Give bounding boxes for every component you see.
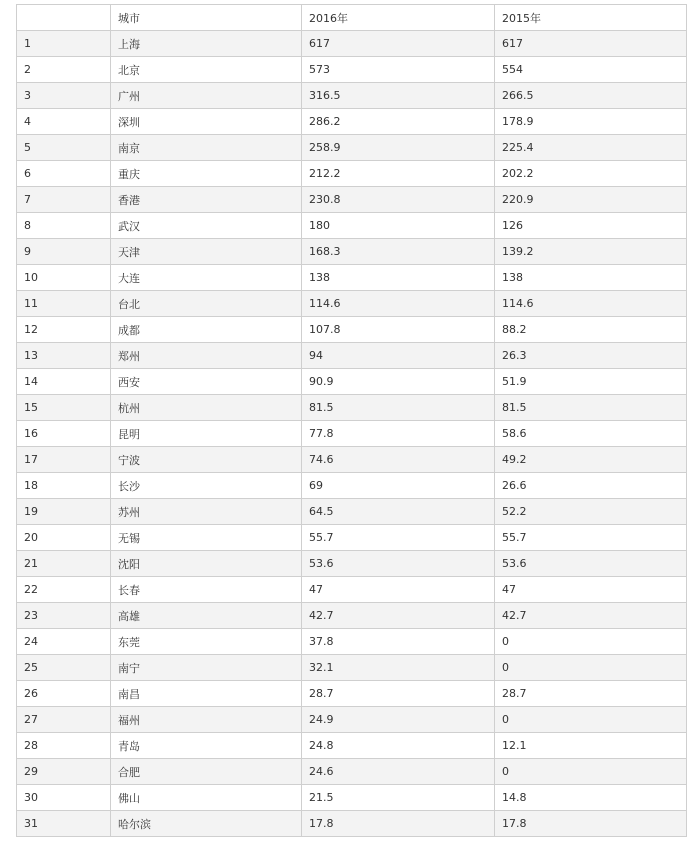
table-row: [17, 785, 687, 811]
table-row: [17, 31, 687, 57]
value-2015-cell: 52.2: [495, 499, 687, 525]
value-2016-cell: 53.6: [302, 551, 495, 577]
city-cell: 昆明: [111, 421, 302, 447]
table-row: [17, 213, 687, 239]
table-row: [17, 629, 687, 655]
city-cell: 成都: [111, 317, 302, 343]
value-2015-cell: 266.5: [495, 83, 687, 109]
city-cell: 大连: [111, 265, 302, 291]
city-cell: 郑州: [111, 343, 302, 369]
table-row: [17, 161, 687, 187]
rank-cell: 7: [17, 187, 111, 213]
city-cell: 无锡: [111, 525, 302, 551]
city-cell: 青岛: [111, 733, 302, 759]
city-cell: 长春: [111, 577, 302, 603]
table-row: [17, 551, 687, 577]
value-2015-cell: 554: [495, 57, 687, 83]
table-row: [17, 707, 687, 733]
rank-cell: 25: [17, 655, 111, 681]
header-city: 城市: [111, 5, 302, 31]
table-row: [17, 811, 687, 837]
table-row: [17, 109, 687, 135]
rank-cell: 2: [17, 57, 111, 83]
value-2016-cell: 55.7: [302, 525, 495, 551]
value-2016-cell: 42.7: [302, 603, 495, 629]
city-cell: 重庆: [111, 161, 302, 187]
table-row: [17, 291, 687, 317]
table-row: [17, 343, 687, 369]
table-row: [17, 421, 687, 447]
city-cell: 高雄: [111, 603, 302, 629]
rank-cell: 26: [17, 681, 111, 707]
rank-cell: 19: [17, 499, 111, 525]
table-row: [17, 369, 687, 395]
table-body: [17, 31, 687, 837]
city-cell: 苏州: [111, 499, 302, 525]
table-row: [17, 135, 687, 161]
city-cell: 上海: [111, 31, 302, 57]
data-table-container: [16, 4, 687, 837]
value-2016-cell: 47: [302, 577, 495, 603]
value-2015-cell: 617: [495, 31, 687, 57]
value-2015-cell: 14.8: [495, 785, 687, 811]
value-2015-cell: 88.2: [495, 317, 687, 343]
rank-cell: 3: [17, 83, 111, 109]
value-2016-cell: 212.2: [302, 161, 495, 187]
table-row: [17, 603, 687, 629]
city-cell: 宁波: [111, 447, 302, 473]
rank-cell: 16: [17, 421, 111, 447]
rank-cell: 22: [17, 577, 111, 603]
table-row: [17, 317, 687, 343]
city-cell: 深圳: [111, 109, 302, 135]
rank-cell: 23: [17, 603, 111, 629]
value-2015-cell: 49.2: [495, 447, 687, 473]
value-2016-cell: 64.5: [302, 499, 495, 525]
city-cell: 台北: [111, 291, 302, 317]
value-2015-cell: 126: [495, 213, 687, 239]
value-2016-cell: 74.6: [302, 447, 495, 473]
rank-cell: 10: [17, 265, 111, 291]
city-cell: 长沙: [111, 473, 302, 499]
table-row: [17, 57, 687, 83]
table-row: [17, 83, 687, 109]
value-2016-cell: 138: [302, 265, 495, 291]
value-2016-cell: 573: [302, 57, 495, 83]
table-row: [17, 655, 687, 681]
value-2015-cell: 202.2: [495, 161, 687, 187]
table-row: [17, 577, 687, 603]
rank-cell: 21: [17, 551, 111, 577]
header-rank: [17, 5, 111, 31]
table-row: [17, 759, 687, 785]
city-cell: 合肥: [111, 759, 302, 785]
value-2016-cell: 24.6: [302, 759, 495, 785]
value-2015-cell: 0: [495, 759, 687, 785]
rank-cell: 1: [17, 31, 111, 57]
city-cell: 北京: [111, 57, 302, 83]
value-2016-cell: 37.8: [302, 629, 495, 655]
table-row: [17, 473, 687, 499]
rank-cell: 6: [17, 161, 111, 187]
city-cell: 沈阳: [111, 551, 302, 577]
city-cell: 南京: [111, 135, 302, 161]
rank-cell: 4: [17, 109, 111, 135]
value-2015-cell: 47: [495, 577, 687, 603]
value-2016-cell: 94: [302, 343, 495, 369]
table-row: [17, 733, 687, 759]
value-2015-cell: 26.6: [495, 473, 687, 499]
data-table: [16, 4, 687, 837]
value-2015-cell: 17.8: [495, 811, 687, 837]
value-2015-cell: 53.6: [495, 551, 687, 577]
city-cell: 福州: [111, 707, 302, 733]
rank-cell: 18: [17, 473, 111, 499]
value-2016-cell: 107.8: [302, 317, 495, 343]
header-2016: 2016年: [302, 5, 495, 31]
city-cell: 香港: [111, 187, 302, 213]
rank-cell: 5: [17, 135, 111, 161]
rank-cell: 17: [17, 447, 111, 473]
value-2015-cell: 138: [495, 265, 687, 291]
value-2016-cell: 17.8: [302, 811, 495, 837]
city-cell: 南昌: [111, 681, 302, 707]
value-2016-cell: 617: [302, 31, 495, 57]
city-cell: 南宁: [111, 655, 302, 681]
value-2015-cell: 178.9: [495, 109, 687, 135]
city-cell: 东莞: [111, 629, 302, 655]
value-2016-cell: 316.5: [302, 83, 495, 109]
value-2016-cell: 168.3: [302, 239, 495, 265]
value-2016-cell: 77.8: [302, 421, 495, 447]
city-cell: 哈尔滨: [111, 811, 302, 837]
header-2015: 2015年: [495, 5, 687, 31]
city-cell: 天津: [111, 239, 302, 265]
value-2015-cell: 12.1: [495, 733, 687, 759]
table-header-row: [17, 5, 687, 31]
value-2015-cell: 26.3: [495, 343, 687, 369]
value-2015-cell: 55.7: [495, 525, 687, 551]
rank-cell: 28: [17, 733, 111, 759]
value-2015-cell: 220.9: [495, 187, 687, 213]
table-row: [17, 447, 687, 473]
value-2016-cell: 24.9: [302, 707, 495, 733]
value-2016-cell: 28.7: [302, 681, 495, 707]
value-2015-cell: 114.6: [495, 291, 687, 317]
city-cell: 杭州: [111, 395, 302, 421]
rank-cell: 12: [17, 317, 111, 343]
city-cell: 武汉: [111, 213, 302, 239]
table-row: [17, 525, 687, 551]
rank-cell: 30: [17, 785, 111, 811]
rank-cell: 24: [17, 629, 111, 655]
value-2016-cell: 24.8: [302, 733, 495, 759]
value-2015-cell: 225.4: [495, 135, 687, 161]
value-2015-cell: 28.7: [495, 681, 687, 707]
city-cell: 广州: [111, 83, 302, 109]
table-row: [17, 187, 687, 213]
value-2016-cell: 258.9: [302, 135, 495, 161]
rank-cell: 27: [17, 707, 111, 733]
value-2015-cell: 0: [495, 629, 687, 655]
value-2015-cell: 81.5: [495, 395, 687, 421]
value-2015-cell: 0: [495, 707, 687, 733]
table-row: [17, 395, 687, 421]
rank-cell: 8: [17, 213, 111, 239]
value-2016-cell: 81.5: [302, 395, 495, 421]
rank-cell: 20: [17, 525, 111, 551]
value-2015-cell: 51.9: [495, 369, 687, 395]
value-2015-cell: 58.6: [495, 421, 687, 447]
rank-cell: 14: [17, 369, 111, 395]
value-2015-cell: 0: [495, 655, 687, 681]
value-2016-cell: 286.2: [302, 109, 495, 135]
value-2016-cell: 21.5: [302, 785, 495, 811]
value-2015-cell: 42.7: [495, 603, 687, 629]
rank-cell: 29: [17, 759, 111, 785]
rank-cell: 31: [17, 811, 111, 837]
value-2016-cell: 69: [302, 473, 495, 499]
value-2015-cell: 139.2: [495, 239, 687, 265]
value-2016-cell: 230.8: [302, 187, 495, 213]
rank-cell: 11: [17, 291, 111, 317]
value-2016-cell: 90.9: [302, 369, 495, 395]
city-cell: 佛山: [111, 785, 302, 811]
value-2016-cell: 32.1: [302, 655, 495, 681]
value-2016-cell: 114.6: [302, 291, 495, 317]
table-row: [17, 239, 687, 265]
table-row: [17, 499, 687, 525]
value-2016-cell: 180: [302, 213, 495, 239]
rank-cell: 13: [17, 343, 111, 369]
city-cell: 西安: [111, 369, 302, 395]
rank-cell: 15: [17, 395, 111, 421]
rank-cell: 9: [17, 239, 111, 265]
table-row: [17, 681, 687, 707]
table-row: [17, 265, 687, 291]
